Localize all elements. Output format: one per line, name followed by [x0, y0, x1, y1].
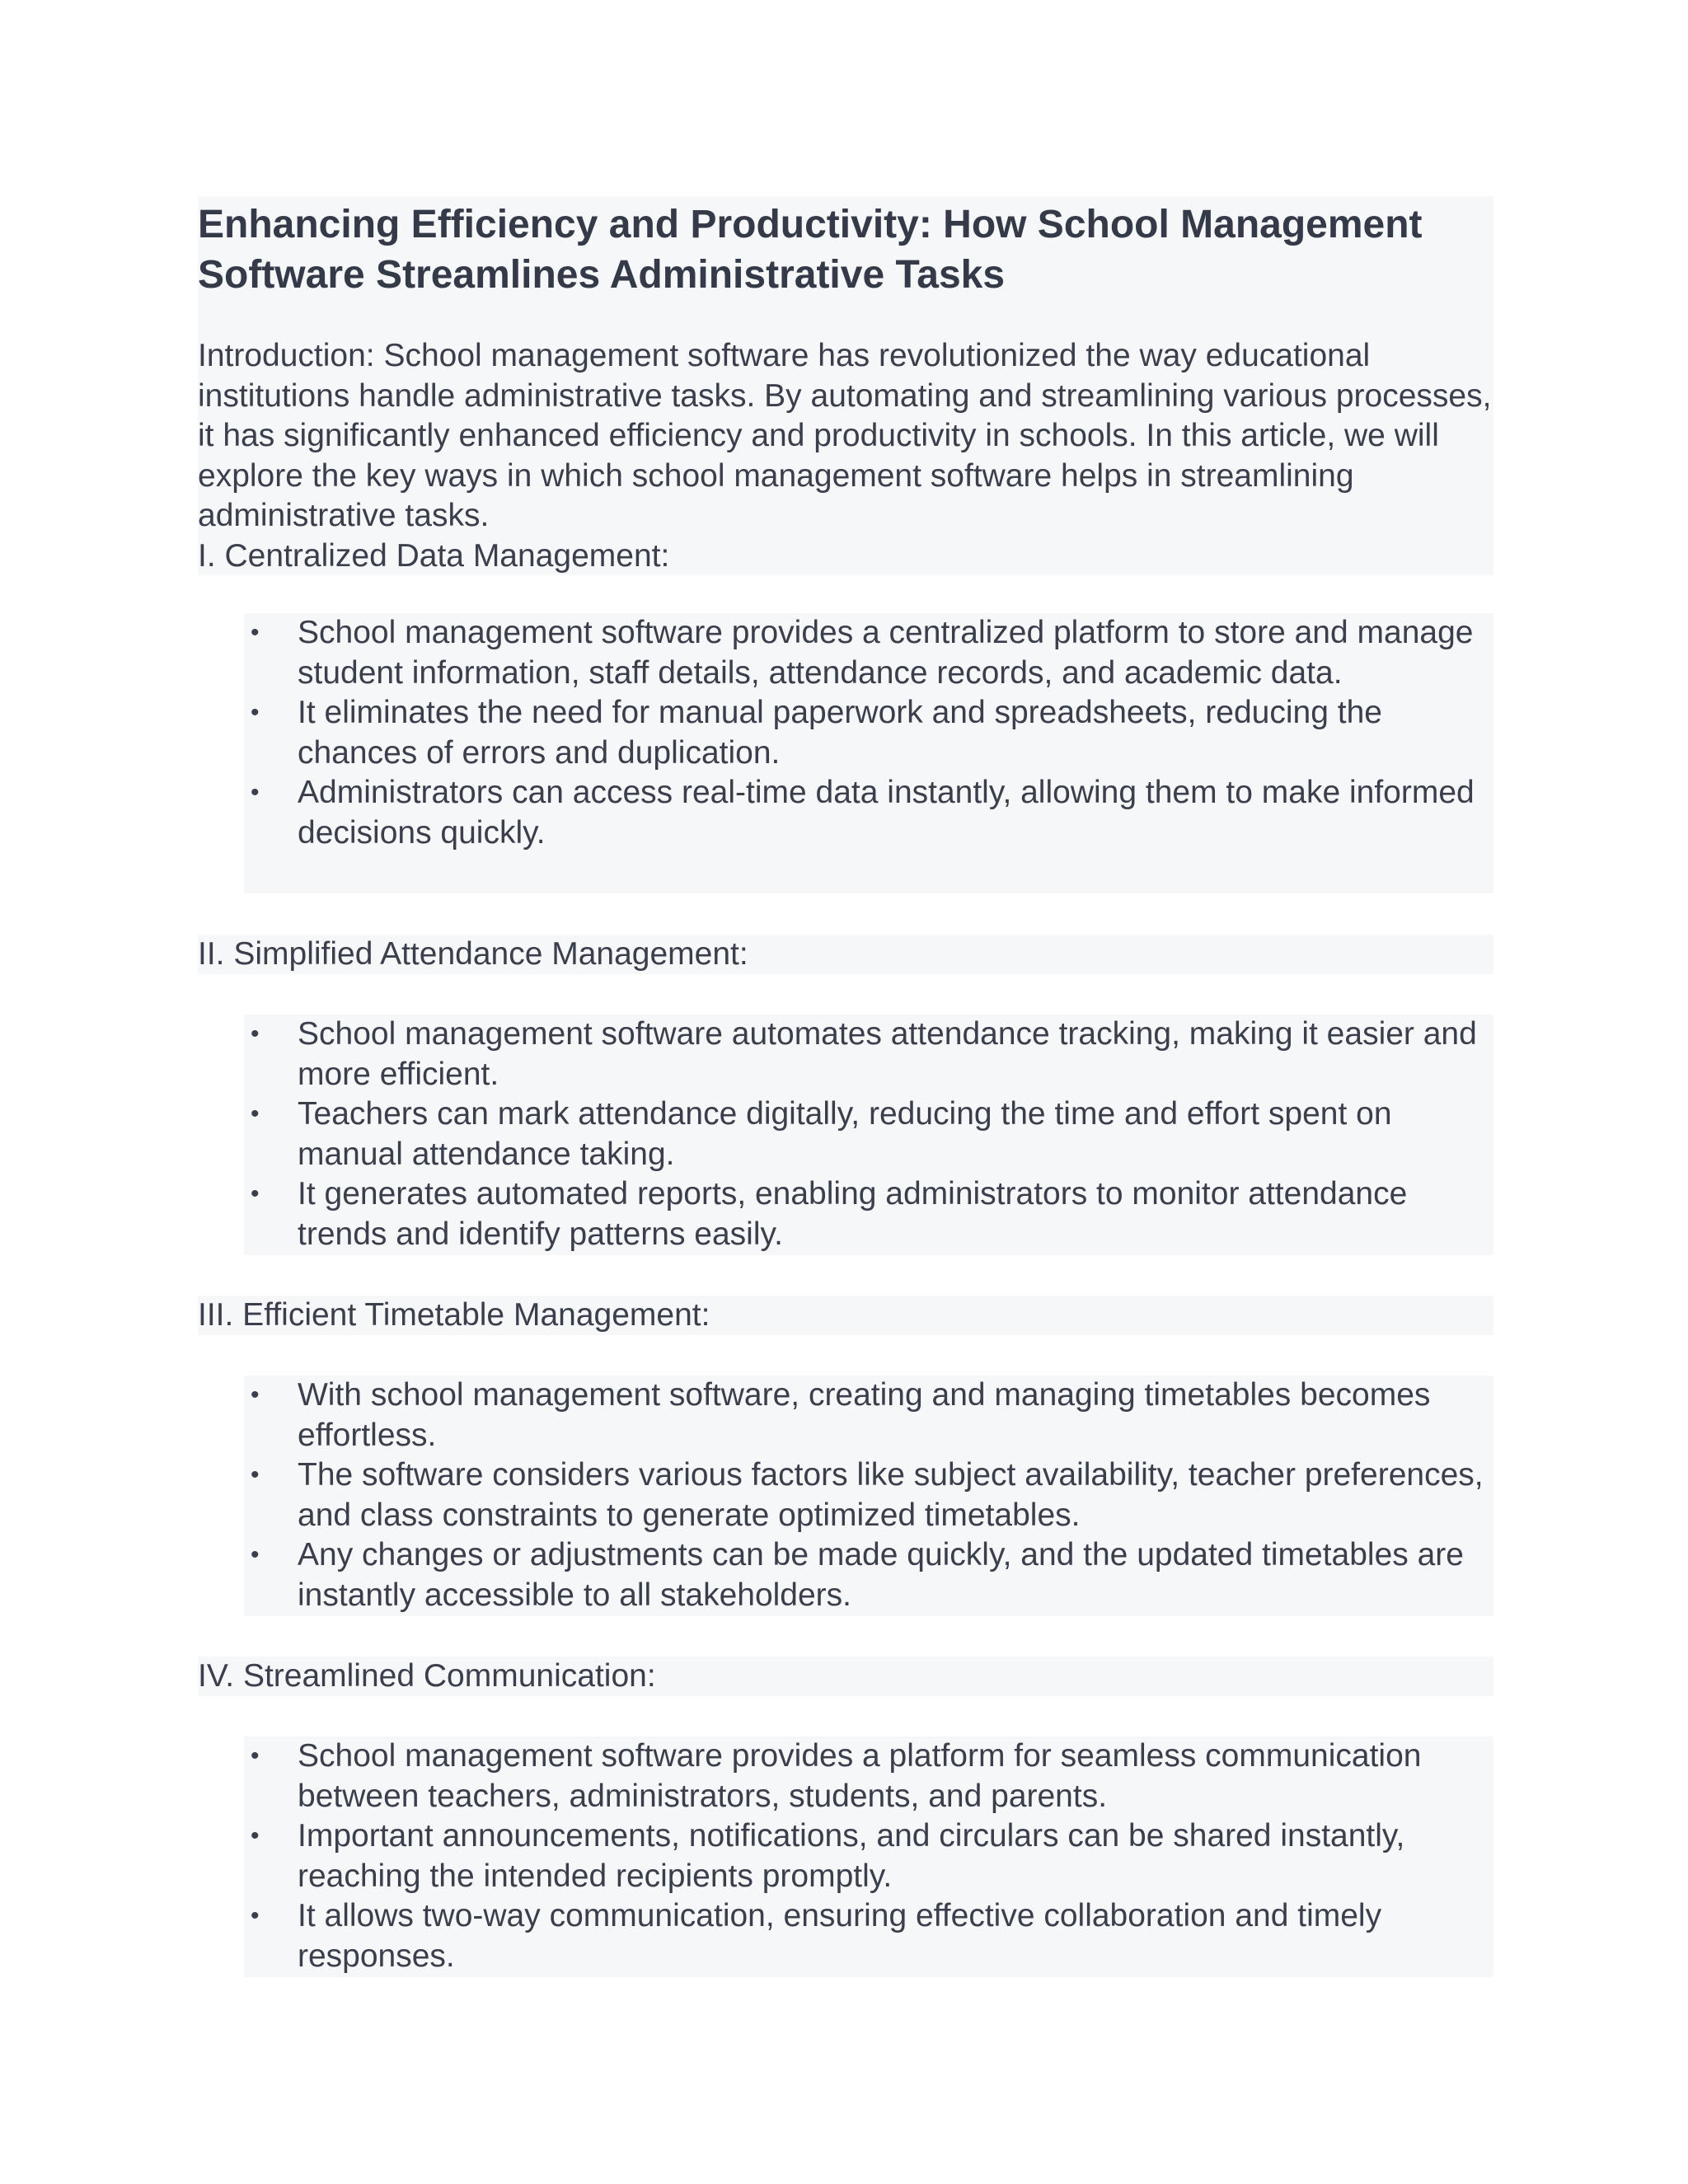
- list-item: [244, 1376, 1493, 1455]
- list-item: [244, 1736, 1493, 1816]
- bullet-icon: •: [251, 1020, 260, 1047]
- bullet-icon: •: [251, 619, 260, 646]
- list-item: [244, 1015, 1493, 1094]
- list-item-text: It generates automated reports, enabling administrators to monitor attendance trends and identify patterns easily.: [298, 1176, 1408, 1252]
- list-item: [244, 773, 1493, 853]
- bullet-icon: •: [251, 1461, 260, 1488]
- intro-paragraph: Introduction: School management software has revolutionized the way educational institutions handle administrative tasks. By automating and streamlining various processes, it has significantly enhanced efficiency and productivity in schools. In this article, we will explore the key ways in which school management software helps in streamlining administrative tasks.: [198, 338, 1492, 533]
- list-item-text: School management software automates attendance tracking, making it easier and more efficient.: [298, 1016, 1477, 1092]
- list-item-text: It eliminates the need for manual paperwork and spreadsheets, reducing the chances of errors and duplication.: [298, 695, 1382, 771]
- bullet-icon: •: [251, 1742, 260, 1769]
- bullet-icon: •: [251, 1381, 260, 1408]
- list-item: [244, 1094, 1493, 1174]
- list-item: [244, 1174, 1493, 1254]
- section-2-heading-block: [198, 935, 1493, 974]
- bullet-icon: •: [251, 699, 260, 726]
- section-heading-1: I. Centralized Data Management:: [198, 537, 670, 574]
- list-item-text: The software considers various factors like subject availability, teacher preferences, and class constraints to generate optimized timetables.: [298, 1457, 1484, 1533]
- list-item-text: Administrators can access real-time data instantly, allowing them to make informed decisions quickly.: [298, 775, 1475, 851]
- section-heading-2: II. Simplified Attendance Management:: [198, 936, 748, 972]
- section-4-heading-block: [198, 1657, 1493, 1696]
- intro-block: [198, 196, 1493, 575]
- section-4-list: [244, 1736, 1493, 1977]
- list-item-text: School management software provides a platform for seamless communication between teachers, administrators, students, and parents.: [298, 1738, 1422, 1814]
- bullet-icon: •: [251, 1541, 260, 1568]
- list-item: [244, 693, 1493, 773]
- list-item: [244, 1896, 1493, 1976]
- section-heading-4: IV. Streamlined Communication:: [198, 1658, 656, 1694]
- list-item: [244, 1535, 1493, 1615]
- section-3-heading-block: [198, 1296, 1493, 1335]
- list-item-text: School management software provides a centralized platform to store and manage student information, staff details, attendance records, and academic data.: [298, 615, 1474, 691]
- bullet-icon: •: [251, 1902, 260, 1929]
- bullet-icon: •: [251, 1180, 260, 1207]
- list-item-text: It allows two-way communication, ensuring effective collaboration and timely responses.: [298, 1898, 1382, 1974]
- list-item: [244, 1816, 1493, 1896]
- bullet-icon: •: [251, 1100, 260, 1127]
- list-item: [244, 1455, 1493, 1535]
- list-item-text: Any changes or adjustments can be made quickly, and the updated timetables are instantly accessible to all stakeholders.: [298, 1537, 1464, 1613]
- section-3-list: [244, 1376, 1493, 1616]
- bullet-icon: •: [251, 779, 260, 806]
- section-heading-3: III. Efficient Timetable Management:: [198, 1297, 710, 1333]
- bullet-icon: •: [251, 1822, 260, 1849]
- list-item-text: Teachers can mark attendance digitally, reducing the time and effort spent on manual attendance taking.: [298, 1096, 1392, 1172]
- list-item: [244, 613, 1493, 693]
- list-item-text: Important announcements, notifications, and circulars can be shared instantly, reaching the intended recipients promptly.: [298, 1818, 1405, 1894]
- section-1-list: [244, 613, 1493, 893]
- list-item-text: With school management software, creating and managing timetables becomes effortless.: [298, 1377, 1431, 1453]
- document-title: Enhancing Efficiency and Productivity: How School Management Software Streamlines Administrative Tasks: [198, 203, 1423, 297]
- section-2-list: [244, 1015, 1493, 1255]
